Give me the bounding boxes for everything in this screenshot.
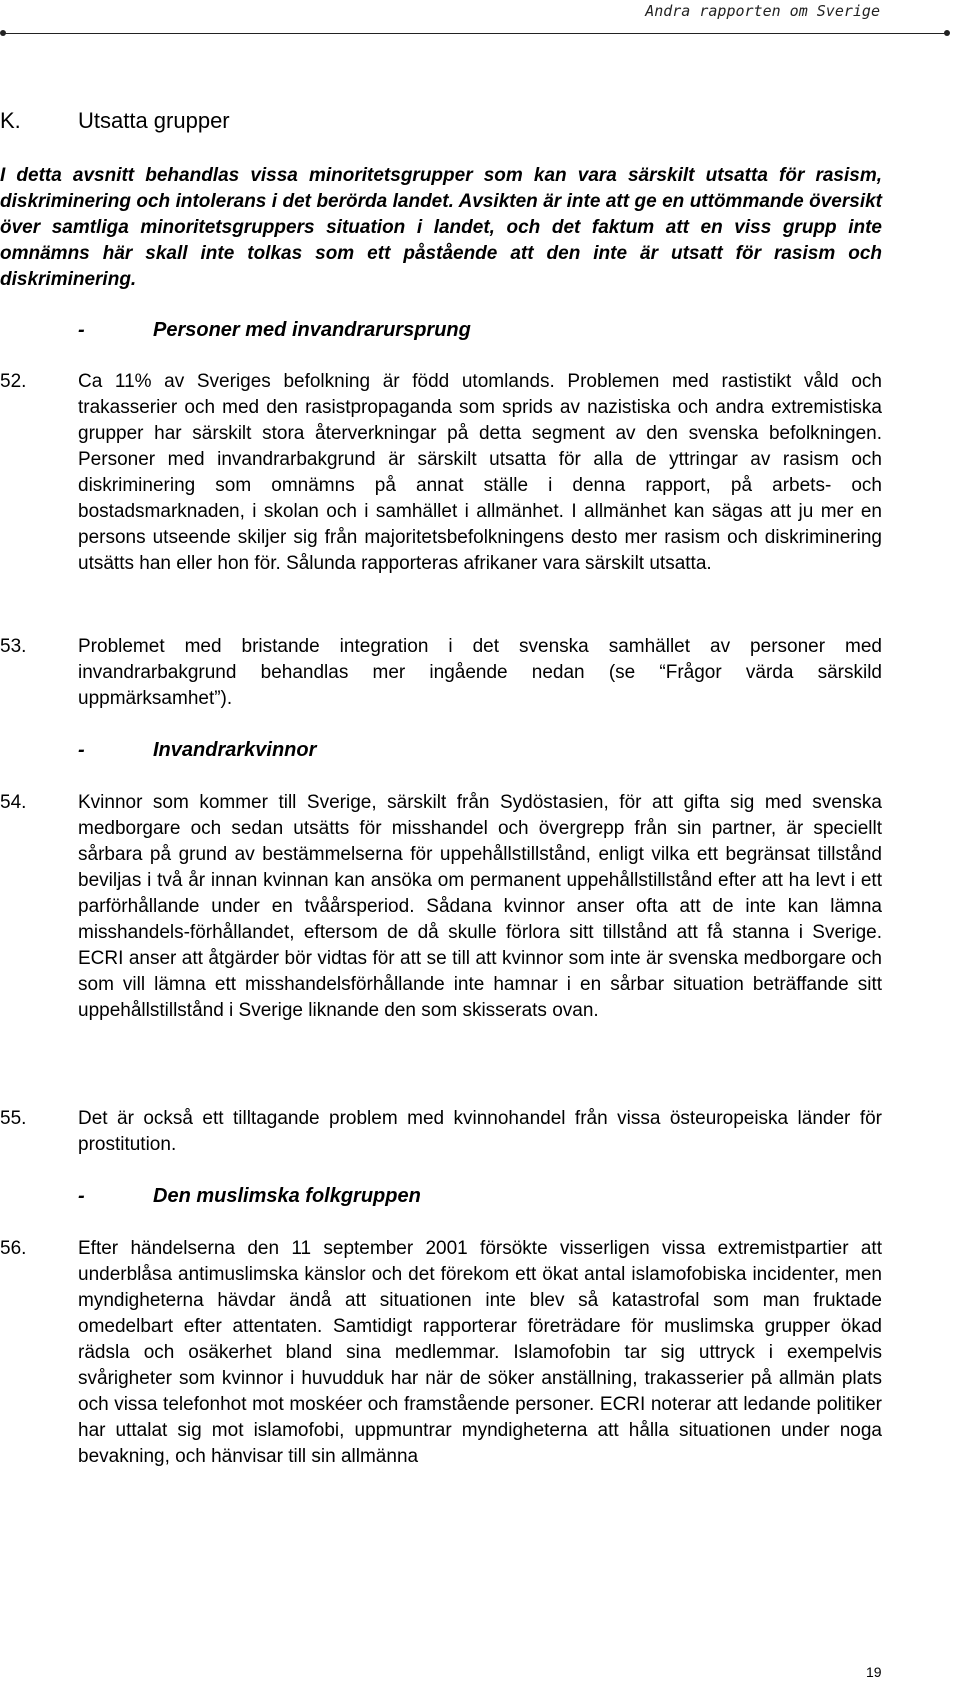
paragraph-53 <box>0 634 882 712</box>
subheading-dash: - <box>78 319 85 341</box>
subheading-immigrant-women <box>78 739 316 762</box>
subheading-text: Personer med invandrarursprung <box>153 319 471 341</box>
paragraph-text: Ca 11% av Sveriges befolkning är född utomlands. Problemen med rastistikt våld och trakasserier och med den rasistpropaganda som sprids av nazistiska och andra extremistiska grupper har särskilt stora återverkningar på detta segment av den svenska befolkningen. Personer med invandrarbakgrund är särskilt utsatta för alla de yttringar av rasism och diskriminering som omnämns på annat ställe i denna rapport, på arbets- och bostadsmarknaden, i skolan och i samhället i allmänhet. I allmänhet kan sägas att ju mer en persons utseende skiljer sig från majoritetsbefolkningens desto mer rasism och diskriminering utsätts han eller hon för. Sålunda rapporteras afrikaner vara särskilt utsatta. <box>78 371 882 574</box>
section-letter: K. <box>0 108 21 133</box>
header-rule-right-dot <box>944 30 950 36</box>
subheading-muslim-group <box>78 1185 421 1208</box>
paragraph-number: 52. <box>0 371 27 392</box>
subheading-dash: - <box>78 739 85 761</box>
paragraph-text: Efter händelserna den 11 september 2001 försökte visserligen vissa extremistpartier att underblåsa antimuslimska känslor och det förekom ett ökat antal islamofobiska incidenter, men myndigheterna hävdar ändå att situationen inte blev så katastrofal som man fruktade omedelbart efter attentaten. Samtidigt rapporterar företrädare för muslimska grupper ökad rädsla och osäkerhet bland sina medlemmar. Islamofobin tar sig uttryck i exempelvis svårigheter som kvinnor i huvudduk har när de söker anställning, trakasserier på allmän plats och vissa telefonhot mot moskéer och framstående personer. ECRI noterar att ledande politiker har uttalat sig mot islamofobi, uppmuntrar myndigheterna att hålla situationen under noga bevakning, och hänvisar till sin allmänna <box>78 1238 882 1467</box>
header-rule <box>2 33 948 34</box>
paragraph-56 <box>0 1236 882 1470</box>
paragraph-text: Kvinnor som kommer till Sverige, särskilt från Sydöstasien, för att gifta sig med svenska medborgare och sedan utsätts för misshandel och övergrepp från sin partner, är speciellt sårbara på grund av bestämmelserna för uppehållstillstånd, enligt vilka ett begränsat tillstånd beviljas i två år innan kvinnan kan ansöka om permanent uppehållstillstånd efter att ha levt i ett parförhållande under en tvåårsperiod. Sådana kvinnor anser ofta att de inte kan lämna misshandels-förhållandet, eftersom de då skulle förlora sitt tillstånd att få stanna i Sverige. ECRI anser att åtgärder bör vidtas för att se till att kvinnor som inte är svenska medborgare och som vill lämna ett misshandelsförhållande inte hamnar i en sårbar situation beträffande sitt uppehållstillstånd i Sverige liknande den som skisserats ovan. <box>78 792 882 1021</box>
paragraph-number: 56. <box>0 1238 27 1259</box>
paragraph-52 <box>0 369 882 577</box>
subheading-dash: - <box>78 1185 85 1207</box>
subheading-text: Invandrarkvinnor <box>153 739 317 761</box>
subheading-text: Den muslimska folkgruppen <box>153 1185 421 1207</box>
paragraph-number: 54. <box>0 792 27 813</box>
paragraph-number: 55. <box>0 1108 27 1129</box>
paragraph-number: 53. <box>0 636 27 657</box>
section-title: Utsatta grupper <box>78 108 230 133</box>
paragraph-54 <box>0 790 882 1024</box>
paragraph-text: Det är också ett tilltagande problem med kvinnohandel från vissa östeuropeiska länder för prostitution. <box>78 1108 882 1155</box>
intro-paragraph: I detta avsnitt behandlas vissa minoritetsgrupper som kan vara särskilt utsatta för rasism, diskriminering och intolerans i det berörda landet. Avsikten är inte att ge en uttömmande översikt över samtliga minoritetsgruppers situation i landet, och det faktum att en viss grupp inte omnämns här skall inte tolkas som ett påstående att den inte är utsatt för rasism och diskriminering. <box>0 165 882 290</box>
header-rule-left-dot <box>0 30 6 36</box>
paragraph-55 <box>0 1106 882 1158</box>
running-header: Andra rapporten om Sverige <box>645 2 880 20</box>
subheading-immigrant-origin <box>78 319 471 342</box>
page-number: 19 <box>866 1664 882 1680</box>
paragraph-text: Problemet med bristande integration i det svenska samhället av personer med invandrarbakgrund behandlas mer ingående nedan (se “Frågor värda särskild uppmärksamhet”). <box>78 636 882 709</box>
